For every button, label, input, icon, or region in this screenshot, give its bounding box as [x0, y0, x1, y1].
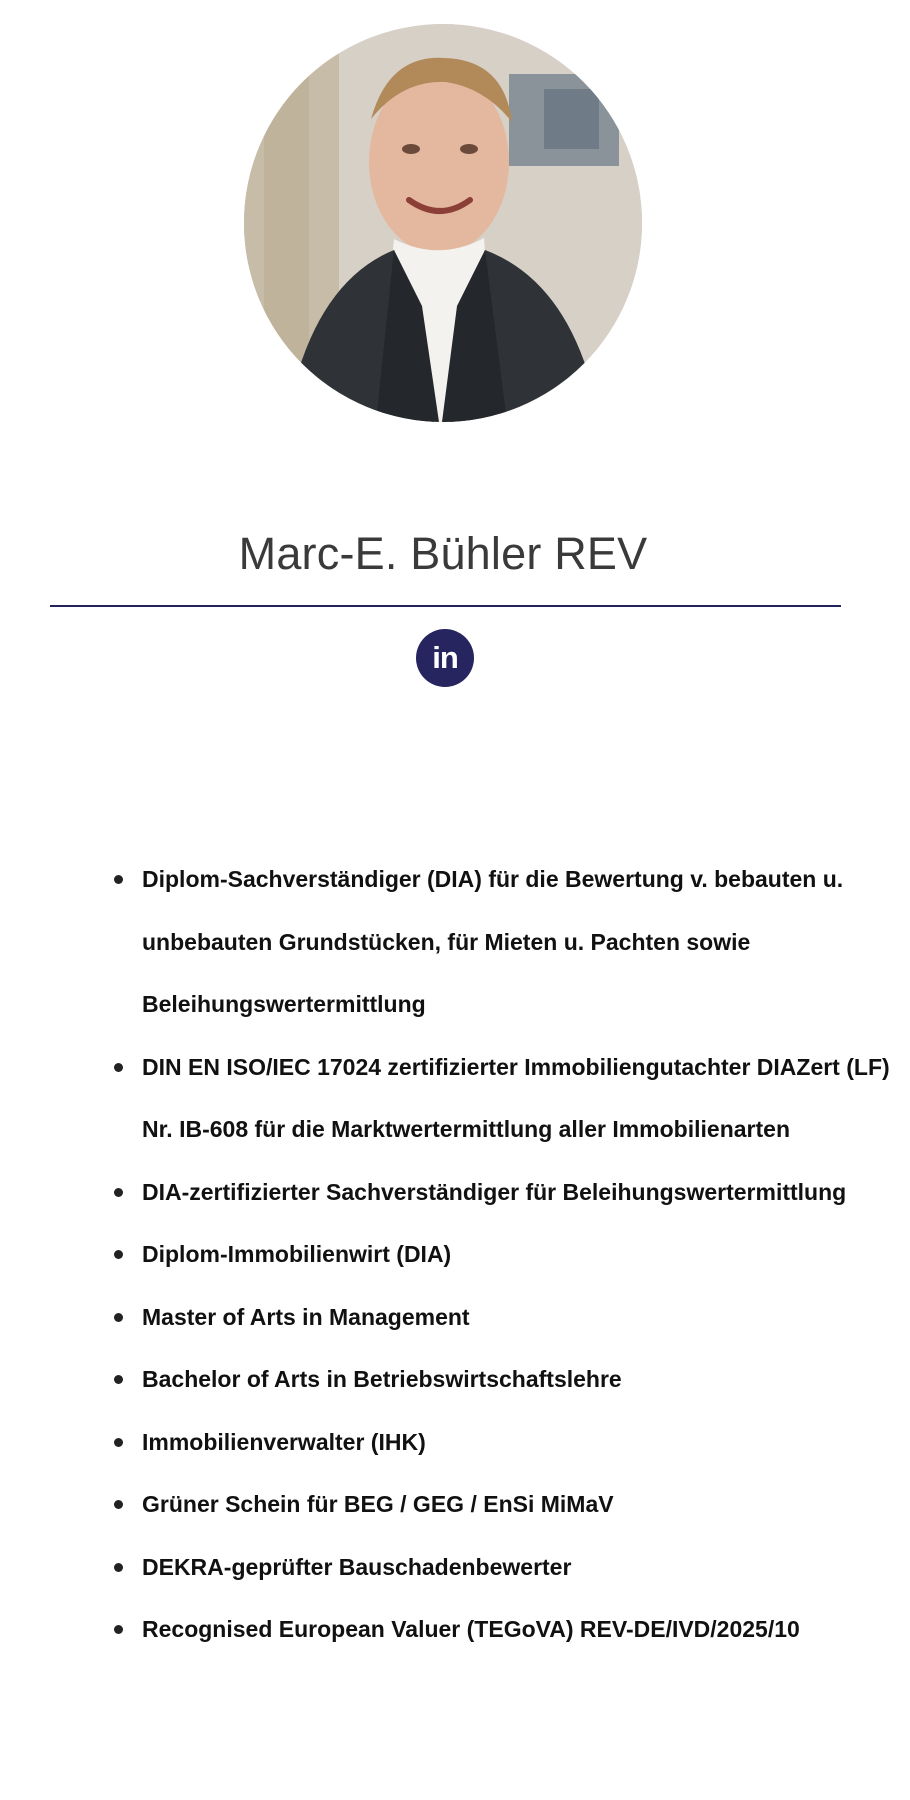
qualification-item: Immobilienverwalter (IHK) — [142, 1411, 910, 1474]
qualification-item: Diplom-Immobilienwirt (DIA) — [142, 1223, 910, 1286]
person-name: Marc-E. Bühler REV — [238, 528, 648, 579]
qualification-item: DEKRA-geprüfter Bauschadenbewerter — [142, 1536, 910, 1599]
linkedin-icon: in — [432, 639, 458, 675]
linkedin-button[interactable] — [416, 629, 474, 687]
qualification-item: DIA-zertifizierter Sachverständiger für Beleihungswertermittlung — [142, 1161, 910, 1224]
qualifications-list — [88, 848, 910, 1661]
name-divider — [50, 605, 841, 607]
qualification-item: Master of Arts in Management — [142, 1286, 910, 1349]
qualification-item: Bachelor of Arts in Betriebswirtschaftslehre — [142, 1348, 910, 1411]
qualification-item: Grüner Schein für BEG / GEG / EnSi MiMaV — [142, 1473, 910, 1536]
qualification-item: DIN EN ISO/IEC 17024 zertifizierter Immobiliengutachter DIAZert (LF) Nr. IB-608 für die Marktwertermittlung aller Immobilienarten — [142, 1036, 910, 1161]
qualification-item: Diplom-Sachverständiger (DIA) für die Bewertung v. bebauten u. unbebauten Grundstücken, für Mieten u. Pachten sowie Beleihungswertermittlung — [142, 848, 910, 1036]
qualification-item: Recognised European Valuer (TEGoVA) REV-DE/IVD/2025/10 — [142, 1598, 910, 1661]
profile-photo — [244, 24, 642, 422]
